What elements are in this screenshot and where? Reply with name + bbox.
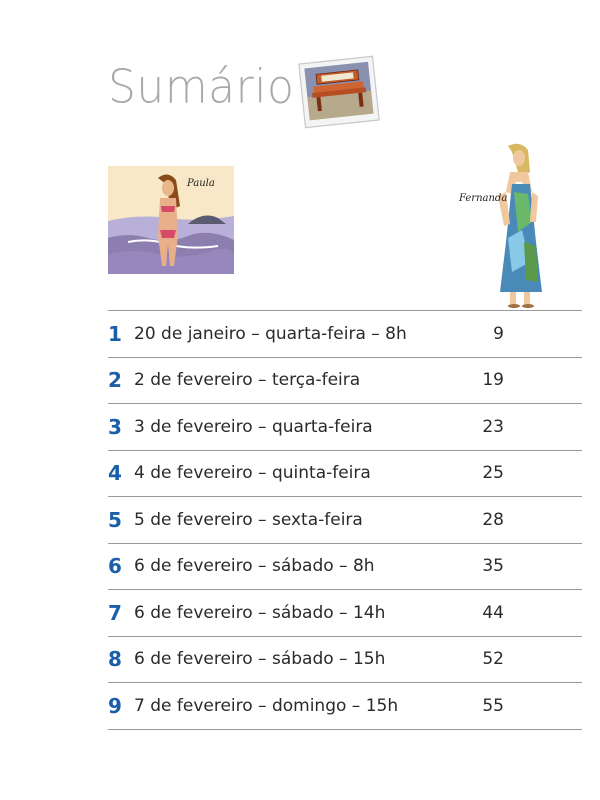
chapter-title: 2 de fevereiro – terça-feira [134,370,361,391]
chapter-number: 5 [108,507,122,532]
toc-row-8[interactable] [108,637,582,684]
toc-row-7[interactable] [108,590,582,637]
page-number: 35 [482,556,504,577]
chapter-title: 6 de fevereiro – sábado – 8h [134,556,375,577]
paula-caption: Paula [187,178,215,189]
chapter-title: 5 de fevereiro – sexta-feira [134,509,363,530]
chapter-number: 9 [108,693,122,718]
page-number: 44 [482,602,504,623]
fernanda-caption: Fernanda [459,193,508,204]
toc-row-1[interactable] [108,311,582,358]
chapter-title: 3 de fevereiro – quarta-feira [134,416,373,437]
chapter-number: 6 [108,554,122,579]
page-number: 52 [482,649,504,670]
fernanda-illustration [470,142,566,310]
page-title: Sumário [108,60,295,115]
page-number: 23 [482,416,504,437]
toc-row-4[interactable] [108,451,582,498]
page-number: 9 [493,323,504,344]
page-number: 19 [482,370,504,391]
chapter-number: 3 [108,414,122,439]
page-number: 25 [482,463,504,484]
chapter-title: 4 de fevereiro – quinta-feira [134,463,371,484]
chapter-number: 7 [108,600,122,625]
chapter-number: 2 [108,368,122,393]
toc-row-6[interactable] [108,544,582,591]
chapter-title: 7 de fevereiro – domingo – 15h [134,695,399,716]
chapter-number: 8 [108,647,122,672]
toc-row-3[interactable] [108,404,582,451]
chapter-number: 1 [108,321,122,346]
toc-row-5[interactable] [108,497,582,544]
toc-row-2[interactable] [108,358,582,405]
table-of-contents [108,310,582,730]
chapter-title: 20 de janeiro – quarta-feira – 8h [134,323,407,344]
chapter-title: 6 de fevereiro – sábado – 15h [134,649,386,670]
bench-photo-image [296,54,382,130]
chapter-title: 6 de fevereiro – sábado – 14h [134,602,386,623]
page-number: 28 [482,509,504,530]
toc-row-9[interactable] [108,683,582,730]
chapter-number: 4 [108,461,122,486]
paula-beach-illustration [108,166,234,274]
page-number: 55 [482,695,504,716]
